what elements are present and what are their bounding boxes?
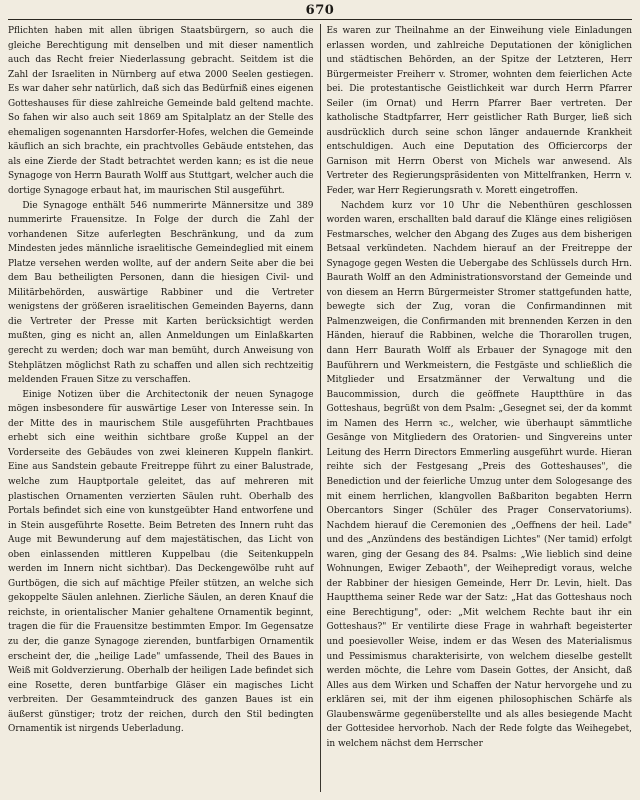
newspaper-page: [6, 0, 634, 800]
left-column: [8, 24, 314, 792]
page-header: [6, 0, 634, 22]
header-rule: [8, 19, 632, 20]
paragraph: Nachdem kurz vor 10 Uhr die Nebenthüren geschlossen worden waren, erschallten bald darauf die Klänge eines religiösen Festmarsches, welcher den Abgang des Zuges aus dem bisherigen Betsaal verkündeten. Nachdem hierauf an der Freitreppe der Synagoge gegen Westen die Uebergabe des Schlüssels durch Hrn. Baurath Wolff an den Administrationsvorstand der Gemeinde und von diesem an Herrn Bürgermeister Stromer stattgefunden hatte, bewegte sich der Zug, voran die Confirmandinnen mit Palmenzweigen, die Confirmanden mit brennenden Kerzen in den Händen, hierauf die Rabbinen, welche die Thorarollen trugen, dann Herr Baurath Wolff als Erbauer der Synagoge mit den Bauführern und Werkmeistern, die Festgäste und schließlich die Mitglieder und Ersatzmänner der Verwaltung und die Baucommission, durch die geöffnete Hauptthüre in das Gotteshaus, begrüßt von dem Psalm: „Gesegnet sei, der da kommt im Namen des Herrn ꝛc., welcher, wie überhaupt sämmtliche Gesänge von Mitgliedern des Oratorien- und Singvereins unter Leitung des Herrn Directors Emmerling ausgeführt wurde. Hieran reihte sich der Festgesang „Preis des Gotteshauses", die Benediction und der feierliche Umzug unter dem Sologesange des mit einem herrlichen, klangvollen Baßbariton begabten Herrn Obercantors Singer (Schüler des Prager Conservatoriums). Nachdem hierauf die Ceremonien des „Oeffnens der heil. Lade" und des „Anzündens des beständigen Lichtes" (Ner tamid) erfolgt waren, ging der Gesang des 84. Psalms: „Wie lieblich sind deine Wohnungen, Ewiger Zebaoth", der Weihepredigt voraus, welche der Rabbiner der hiesigen Gemeinde, Herr Dr. Levin, hielt. Das Hauptthema seiner Rede war der Satz: „Hat das Gotteshaus noch eine Berechtigung", oder: „Mit welchem Rechte baut ihr ein Gotteshaus?" Er ventilirte diese Frage in wahrhaft begeisterter und poesievoller Weise, indem er das Wesen des Materialismus und Pessimismus charakterisirte, von welchem dieselbe gestellt werden möchte, die Lehre vom Dasein Gottes, der Ansicht, daß Alles aus dem Wirken und Schaffen der Natur hervorgehe und zu erklären sei, mit der ihm eigenen philosophischen Schärfe als Glaubenswärme gegenüberstellte und als alles besiegende Macht der Gottesidee hervorhob. Nach der Rede folgte das Weihegebet, in welchem nächst dem Herrscher: [326, 200, 632, 749]
paragraph: Einige Notizen über die Architectonik der neuen Synagoge mögen insbesondere für auswärtige Leser von Interesse sein. In der Mitte des in maurischem Stile ausgeführten Prachtbaues erhebt sich eine weithin sichtbare große Kuppel an der Vorderseite des Gebäudes von zwei kleineren Kuppeln flankirt. Eine aus Sandstein gebaute Freitreppe führt zu einer Balustrade, welche zum Hauptportale geleitet, das auf mehreren mit plastischen Ornamenten verzierten Säulen ruht. Oberhalb des Portals befindet sich eine von kunstgeübter Hand entworfene und in Stein ausgeführte Rosette. Beim Betreten des Innern ruht das Auge mit Bewunderung auf dem majestätischen, das Licht von oben einlassenden mittleren Kuppelbau (die Seitenkuppeln werden im Innern nicht sichtbar). Das Deckengewölbe ruht auf Gurtbögen, die sich auf mächtige Pfeiler stützen, an welche sich gekoppelte Säulen anlehnen. Zierliche Säulen, an deren Knauf die reichste, in orientalischer Manier gehaltene Ornamentik beginnt, tragen die für die Frauensitze bestimmten Empor. Im Gegensatze zu der, die ganze Synagoge zierenden, buntfarbigen Ornamentik erscheint der, die „heilige Lade" umfassende, Theil des Baues in Weiß mit Goldverzierung. Oberhalb der heiligen Lade befindet sich eine Rosette, deren buntfarbige Gläser ein magisches Licht verbreiten. Der Gesammteindruck des ganzen Baues ist ein äußerst günstiger; trotz der reichen, durch den Stil bedingten Ornamentik ist nirgends Ueberladung.: [8, 389, 314, 735]
text-columns: [8, 24, 632, 792]
right-column: [327, 24, 633, 792]
column-divider: [320, 24, 321, 792]
paragraph: Pflichten haben mit allen übrigen Staatsbürgern, so auch die gleiche Berechtigung mit denselben und mit dieser namentlich auch das Recht freier Niederlassung gebracht. Seitdem ist die Zahl der Israeliten in Nürnberg auf etwa 2000 Seelen gestiegen. Es war daher sehr natürlich, daß sich das Bedürfniß eines eigenen Gotteshauses für diese zahlreiche Gemeinde bald geltend machte. So fahen wir also auch seit 1869 am Spitalplatz an der Stelle des ehemaligen sogenannten Harsdorfer-Hofes, welchen die Gemeinde käuflich an sich brachte, ein prachtvolles Gebäude entstehen, das als eine Zierde der Stadt betrachtet werden kann; es ist die neue Synagoge von Herrn Baurath Wolff aus Stuttgart, welcher auch die dortige Synagoge erbaut hat, im maurischen Stil ausgeführt.: [8, 26, 314, 197]
paragraph: Es waren zur Theilnahme an der Einweihung viele Einladungen erlassen worden, und zahlreiche Deputationen der königlichen und städtischen Behörden, an der Spitze der Letzteren, Herr Bürgermeister Freiherr v. Stromer, wohnten dem feierlichen Acte bei. Die protestantische Geistlichkeit war durch Herrn Pfarrer Seiler (im Ornat) und Herrn Pfarrer Baer vertreten. Der katholische Stadtpfarrer, Herr geistlicher Rath Burger, ließ sich ausdrücklich durch seine schon länger andauernde Krankheit entschuldigen. Auch eine Deputation des Officiercorps der Garnison mit Herrn Oberst von Michels war anwesend. Als Vertreter des Regierungspräsidenten von Mittelfranken, Herrn v. Feder, war Herr Regierungsrath v. Morett eingetroffen.: [326, 26, 632, 197]
paragraph: Die Synagoge enthält 546 nummerirte Männersitze und 389 nummerirte Frauensitze. In Folge der durch die Zahl der vorhandenen Sitze auferlegten Beschränkung, und da zum Mindesten jedes männliche israelitische Gemeindeglied mit einem Platze versehen werden wollte, auf der andern Seite aber die bei dem Bau betheiligten Personen, dann die hiesigen Civil- und Militärbehörden, auswärtige Rabbiner und die Vertreter wenigstens der größeren israelitischen Gemeinden Bayerns, dann die Vertreter der Presse mit Karten berücksichtigt werden mußten, ging es nicht an, allen Anmeldungen um Einlaßkarten gerecht zu werden; doch war man bemüht, durch Anweisung von Stehplätzen möglichst Rath zu schaffen und allen sich rechtzeitig meldenden Frauen Sitze zu verschaffen.: [8, 200, 314, 386]
page-number: 670: [305, 3, 335, 18]
